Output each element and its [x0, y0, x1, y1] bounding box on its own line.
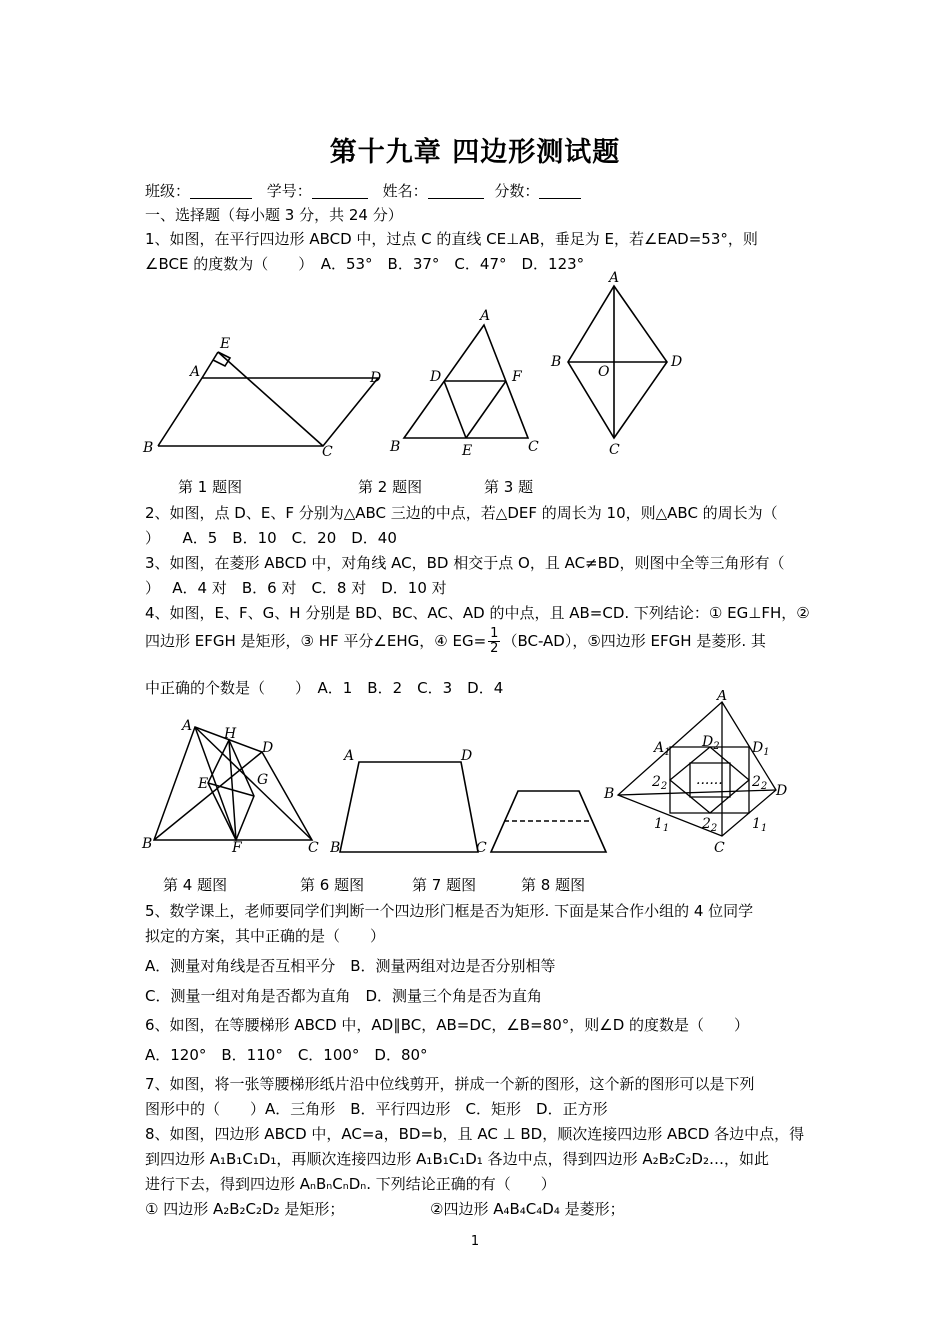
- q4-fraction: [488, 627, 500, 656]
- fig8-ellipsis: ......: [696, 772, 723, 788]
- page-number: 1: [470, 1234, 480, 1249]
- fig3-label-O: O: [598, 364, 610, 380]
- student-info-line: [145, 180, 581, 201]
- q7-line2: 图形中的（ ）A．三角形 B．平行四边形 C．矩形 D．正方形: [145, 1100, 608, 1118]
- figure-6: [330, 740, 500, 860]
- fig8-label-C1: $1_1$: [752, 816, 768, 834]
- q4-line2: [145, 627, 766, 656]
- class-label: 班级：: [145, 182, 191, 200]
- fig6-label-A: A: [344, 748, 355, 764]
- q1-line1: 1、如图，在平行四边形 ABCD 中，过点 C 的直线 CE⊥AB，垂足为 E，若∠EAD=53°，则: [145, 230, 758, 248]
- name-blank[interactable]: [428, 184, 484, 199]
- q2-line1: 2、如图，点 D、E、F 分别为△ABC 三边的中点，若△DEF 的周长为 10，则△ABC 的周长为（: [145, 504, 778, 522]
- fig8-label-A1: $A_1$: [654, 740, 671, 758]
- figure-1: [140, 330, 390, 460]
- fig4-label-E: E: [198, 776, 209, 792]
- fig4-label-D: D: [262, 740, 274, 756]
- q4-line2-a: 四边形 EFGH 是矩形，③ HF 平分∠EHG，④ EG=: [145, 632, 487, 650]
- q5-options-cd: C．测量一组对角是否都为直角 D．测量三个角是否为直角: [145, 987, 543, 1005]
- fig4-label-C: C: [308, 840, 319, 856]
- fig3-label-D: D: [671, 354, 683, 370]
- caption-fig7: 第 7 题图: [412, 876, 477, 894]
- section-heading: 一、选择题（每小题 3 分，共 24 分）: [145, 206, 403, 224]
- figure-2: [388, 305, 548, 460]
- caption-fig6: 第 6 题图: [300, 876, 365, 894]
- fig4-label-A: A: [182, 718, 193, 734]
- q8-line2: 到四边形 A₁B₁C₁D₁，再顺次连接四边形 A₁B₁C₁D₁ 各边中点，得到四边形 A₂B₂C₂D₂…，如此: [145, 1150, 769, 1168]
- id-label: 学号：: [266, 182, 312, 200]
- fig8-label-C2: $2_2$: [752, 774, 768, 792]
- fig8-label-A: A: [717, 690, 728, 704]
- q5-options-ab: A．测量对角线是否互相平分 B．测量两组对边是否分别相等: [145, 957, 556, 975]
- fig2-label-D: D: [430, 369, 442, 385]
- fig2-label-F: F: [512, 369, 522, 385]
- page-title: 第十九章 四边形测试题: [329, 137, 621, 168]
- fig1-label-E: E: [220, 336, 231, 352]
- fig3-label-C: C: [609, 442, 620, 458]
- figure-7: [485, 782, 610, 857]
- fig3-label-A: A: [609, 270, 620, 286]
- score-label: 分数：: [494, 182, 540, 200]
- fig2-label-B: B: [390, 439, 401, 455]
- q6-line1: 6、如图，在等腰梯形 ABCD 中，AD∥BC，AB=DC，∠B=80°，则∠D 的度数是（ ）: [145, 1016, 750, 1034]
- q8-option1: ① 四边形 A₂B₂C₂D₂ 是矩形；: [145, 1200, 345, 1218]
- fig4-label-B: B: [142, 836, 153, 852]
- q1-line2: ∠BCE 的度数为（ ） A．53° B．37° C．47° D．123°: [145, 255, 585, 273]
- name-label: 姓名：: [382, 182, 428, 200]
- fig8-label-D2: $D_2$: [702, 734, 720, 752]
- fig4-label-G: G: [257, 772, 269, 788]
- q3-line2: ） A．4 对 B．6 对 C．8 对 D．10 对: [145, 579, 447, 597]
- id-blank[interactable]: [312, 184, 368, 199]
- fig1-label-C: C: [322, 444, 333, 460]
- fig8-label-B2: $2_2$: [702, 816, 718, 834]
- caption-fig4: 第 4 题图: [163, 876, 228, 894]
- q5-line1: 5、数学课上，老师要同学们判断一个四边形门框是否为矩形. 下面是某合作小组的 4 位同学: [145, 902, 754, 920]
- fig1-label-D: D: [370, 370, 382, 386]
- fig8-label-A2: $2_2$: [652, 774, 668, 792]
- q5-line2: 拟定的方案，其中正确的是（ ）: [145, 927, 386, 945]
- fig3-label-B: B: [551, 354, 562, 370]
- q2-line2: ） A．5 B．10 C．20 D．40: [145, 529, 397, 547]
- q8-line3: 进行下去，得到四边形 AₙBₙCₙDₙ. 下列结论正确的有（ ）: [145, 1175, 556, 1193]
- class-blank[interactable]: [190, 184, 252, 199]
- figure-4: [140, 712, 340, 862]
- figure-8: [600, 690, 800, 860]
- fig2-label-A: A: [480, 308, 491, 324]
- fig2-label-E: E: [462, 443, 473, 459]
- q8-line1: 8、如图，四边形 ABCD 中，AC=a，BD=b，且 AC ⊥ BD，顺次连接四边形 ABCD 各边中点，得: [145, 1125, 805, 1143]
- caption-fig3: 第 3 题: [484, 478, 534, 496]
- fig8-label-D1: $D_1$: [752, 740, 770, 758]
- q8-option2: ②四边形 A₄B₄C₄D₄ 是菱形；: [430, 1200, 625, 1218]
- fig6-label-D: D: [461, 748, 473, 764]
- q4-line2-b: （BC-AD），⑤四边形 EFGH 是菱形. 其: [502, 632, 766, 650]
- fig8-label-B1: $1_1$: [654, 816, 670, 834]
- caption-fig1: 第 1 题图: [178, 478, 243, 496]
- q4-line1: 4、如图，E、F、G、H 分别是 BD、BC、AC、AD 的中点，且 AB=CD. 下列结论：① EG⊥FH，②: [145, 604, 810, 622]
- q6-line2: A．120° B．110° C．100° D．80°: [145, 1046, 428, 1064]
- fig2-label-C: C: [528, 439, 539, 455]
- q3-line1: 3、如图，在菱形 ABCD 中，对角线 AC，BD 相交于点 O，且 AC≠BD，则图中全等三角形有（: [145, 554, 785, 572]
- fig4-label-F: F: [232, 840, 242, 856]
- fig6-label-B: B: [330, 840, 341, 856]
- fig1-label-B: B: [143, 440, 154, 456]
- score-blank[interactable]: [539, 184, 581, 199]
- figure-3: [545, 270, 685, 460]
- fig8-label-B: B: [604, 786, 615, 802]
- fig6-label-C: C: [476, 840, 487, 856]
- fig4-label-H: H: [224, 726, 237, 742]
- caption-fig2: 第 2 题图: [358, 478, 423, 496]
- fraction-numerator: 1: [490, 626, 499, 641]
- caption-fig8: 第 8 题图: [521, 876, 586, 894]
- fig1-label-A: A: [190, 364, 201, 380]
- q4-line3: 中正确的个数是（ ） A．1 B．2 C．3 D．4: [145, 679, 504, 697]
- q7-line1: 7、如图，将一张等腰梯形纸片沿中位线剪开，拼成一个新的图形，这个新的图形可以是下列: [145, 1075, 755, 1093]
- fraction-denominator: 2: [490, 641, 499, 656]
- fig8-label-D: D: [776, 783, 788, 799]
- fig8-label-C: C: [714, 840, 725, 856]
